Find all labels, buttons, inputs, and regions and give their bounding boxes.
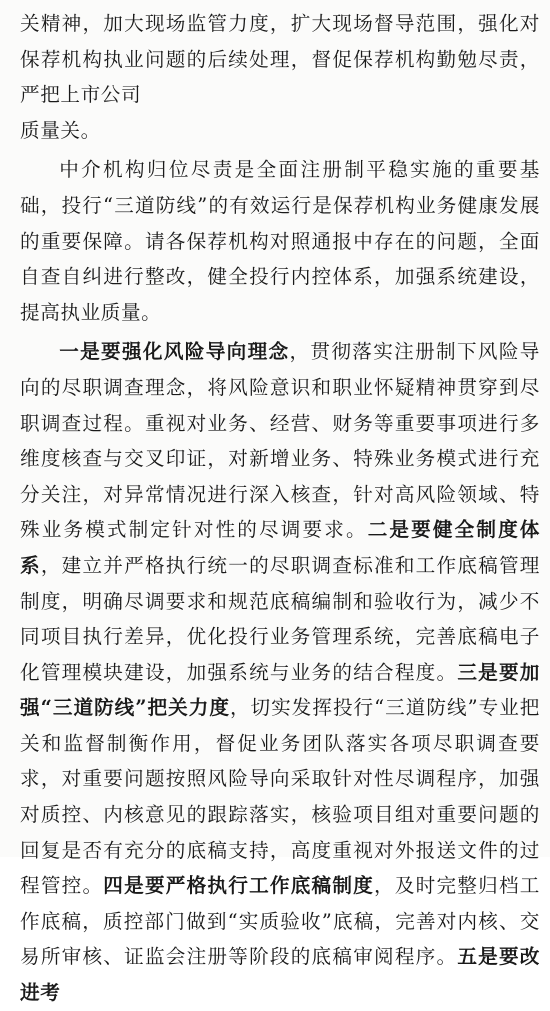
paragraph-2-line-2: “三道防线”的有效运行是保荐机构业务健康发展的重要保障。请	[20, 193, 541, 253]
paragraph-1-line-2: 构执业问题的后续处理，督促保荐机构勤勉尽责，严把上市公司	[20, 47, 540, 107]
paragraph-2-line-4: 全投行内控体系，加强系统建设，提高执业质量。	[20, 265, 541, 324]
paragraph-1-line-3: 质量关。	[20, 118, 101, 142]
point-2-body: ，建立并严格执行统一的尽职调查标准和工作底稿管理制度，明确尽调要求和规范底稿编制和验收行为，减少不同项目执行差异，优化投行业务管理系统，完善底稿电子化管理模块建设，加强系统与业务的结合程度。	[20, 553, 540, 684]
point-3-heading: 三是要加强“三道防线”把关力度	[20, 660, 540, 720]
point-5-heading: 五是要改进考	[20, 945, 540, 1005]
paragraph-2	[20, 152, 540, 330]
point-3-body: ，切实发挥投行“三道防线”专业把关和监督制衡作用，督促业务团队落实各项尽职调查要求，对重要问题按照风险导向采取针对性尽调程序，加强对质控、内核意见的跟踪落实，核验项目组对重要问题的回复是否有充分的底稿支持，高度重视对外报送文件的过程管控。	[20, 696, 540, 898]
point-2-heading: 二是要健全制度体系	[20, 518, 540, 577]
point-4-heading: 四是要严格执行工作底稿制度	[103, 874, 375, 898]
point-4-body: ，及时完整归档工作底稿，质控部门做到“实质验收”底稿，完善对内核、交易所审核、证监会注册等阶段的底稿审阅程序。	[20, 874, 540, 969]
point-1-heading: 一是要强化风险导向理念	[59, 340, 290, 364]
paragraph-1	[20, 6, 540, 148]
point-1-body: ，贯彻落实注册制下风险导向的尽职调查理念，将风险意识和职业怀疑精神贯穿到尽职调查过程。重视对业务、经营、财务等重要事项进行多维度核查与交叉印证，对新增业务、特殊业务模式进行充分关注，对异常情况进行深入核查，针对高风险领域、特殊业务模式制定针对性的尽调要求。	[20, 340, 540, 542]
paragraph-1-line-1: 关精神，加大现场监管力度，扩大现场督导范围，强化对保荐机	[20, 12, 540, 71]
paragraph-2-line-3: 各保荐机构对照通报中存在的问题，全面自查自纠进行整改，健	[20, 229, 540, 289]
paragraph-2-line-1: 中介机构归位尽责是全面注册制平稳实施的重要基础，投行	[20, 158, 540, 217]
paragraph-3	[20, 334, 540, 1010]
